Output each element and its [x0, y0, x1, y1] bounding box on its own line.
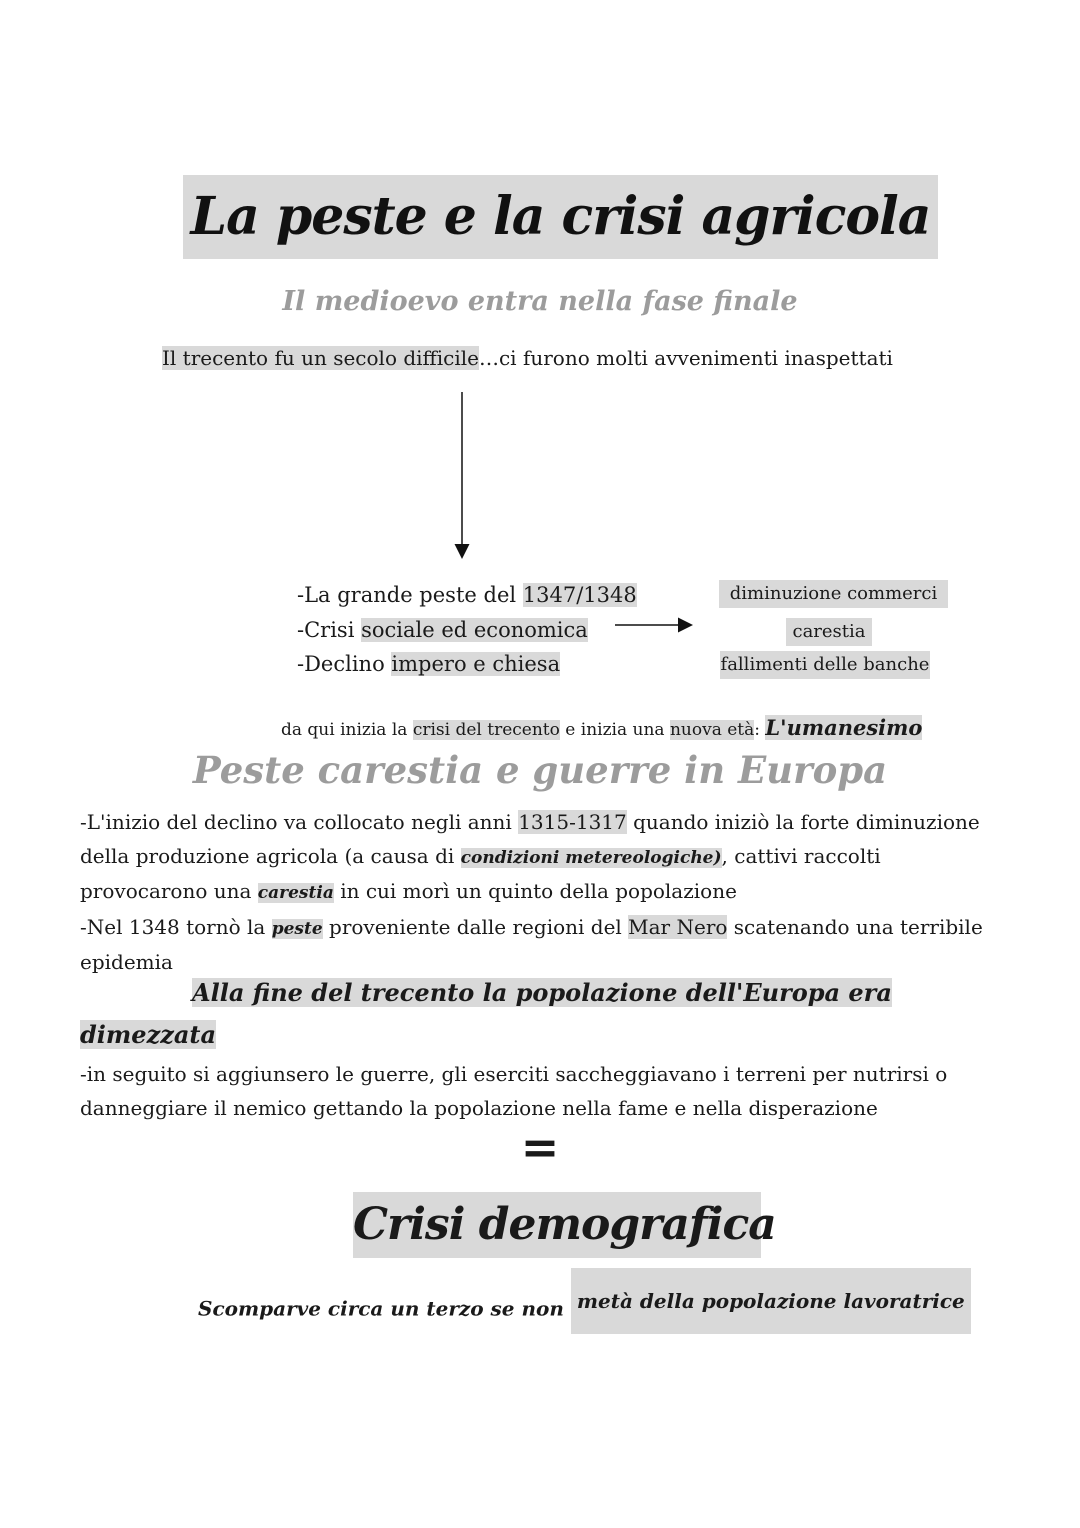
equals-sign: = [520, 1120, 560, 1174]
year-highlight: 1315-1317 [518, 810, 627, 834]
emphasis-line1: Alla fine del trecento la popolazione dell'Europa era [192, 978, 892, 1007]
subtitle: Il medioevo entra nella fase finale [282, 286, 798, 317]
cause-item: -Declino impero e chiesa [297, 652, 561, 676]
body-paragraph: -L'inizio del declino va collocato negli anni 1315-1317 quando iniziò la forte diminuzione della produzione agricola (a causa di condizioni metereologiche), cattivi raccolti provocarono una carestia in cui morì un quinto della popolazione -Nel 1348 tornò la peste proveniente dalle regioni del Mar Nero scatenando una terribile epidemia [80, 810, 983, 975]
transition-sentence: da qui inizia la crisi del trecento e inizia una nuova età: L'umanesimo [281, 715, 923, 740]
transition-highlight: nuova età [669, 720, 755, 740]
final-statement: Scomparve circa un terzo se non metà della popolazione lavoratrice [198, 1286, 971, 1334]
transition-highlight: crisi del trecento [412, 720, 560, 740]
result-heading: Crisi demografica [353, 1192, 761, 1258]
effect-item: fallimenti delle banche [720, 651, 930, 679]
intro-rest: …ci furono molti avvenimenti inaspettati [478, 346, 893, 370]
emphasis-line2: dimezzata [80, 1020, 217, 1049]
place-highlight: Mar Nero [628, 914, 728, 939]
war-paragraph: -in seguito si aggiunsero le guerre, gli eserciti saccheggiavano i terreni per nutrirsi o danneggiare il nemico gettando la popolazione nella fame e nella disperazione [80, 1062, 948, 1120]
umanesimo-label: L'umanesimo [765, 715, 923, 740]
cause-highlight: sociale ed economica [361, 618, 588, 642]
effect-item: carestia [786, 618, 872, 646]
emphasis-statement [80, 972, 995, 1056]
cause-highlight: 1347/1348 [522, 583, 637, 607]
cause-item: -Crisi sociale ed economica [297, 618, 588, 642]
peste-highlight: peste [271, 918, 323, 939]
cause-item: -La grande peste del 1347/1348 [297, 583, 637, 607]
meteo-highlight: condizioni metereologiche) [460, 847, 722, 868]
section-heading: Peste carestia e guerre in Europa [192, 748, 888, 792]
final-highlight: metà della popolazione lavoratrice [571, 1268, 971, 1334]
carestia-highlight: carestia [257, 883, 334, 904]
cause-highlight: impero e chiesa [391, 652, 561, 676]
effect-item: diminuzione commerci [719, 580, 948, 608]
intro-highlight: Il trecento fu un secolo difficile [162, 346, 479, 370]
page-title: La peste e la crisi agricola [183, 175, 938, 259]
